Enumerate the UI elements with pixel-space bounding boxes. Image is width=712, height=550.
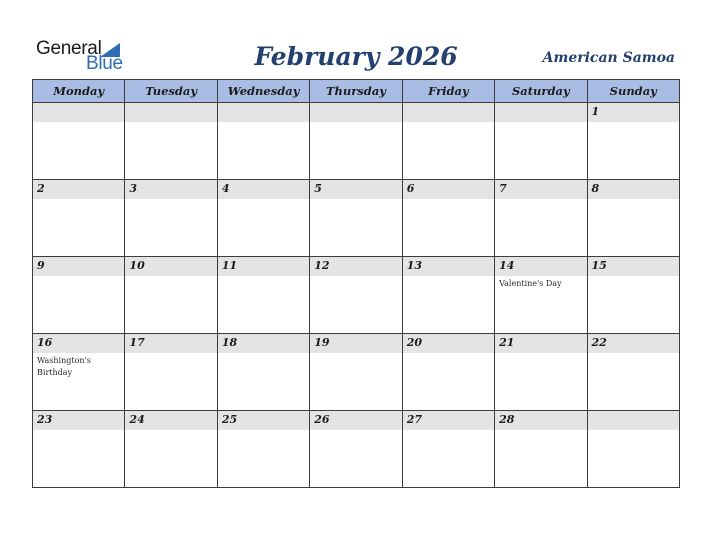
weekday-header-row	[33, 80, 680, 103]
day-cell	[495, 103, 587, 180]
day-cell	[310, 257, 402, 334]
day-number: 2	[37, 182, 45, 195]
logo-word-blue: Blue	[86, 53, 123, 74]
day-cell	[402, 257, 494, 334]
day-cell	[33, 180, 125, 257]
day-number: 16	[37, 336, 53, 349]
day-cell	[125, 180, 217, 257]
day-number-bar	[495, 103, 586, 122]
day-cell	[217, 180, 309, 257]
day-number-bar	[588, 334, 679, 353]
day-cell	[217, 257, 309, 334]
day-cell	[310, 103, 402, 180]
day-cell	[587, 411, 679, 488]
day-cell	[495, 257, 587, 334]
calendar-title: February 2026	[254, 42, 458, 71]
day-number: 10	[129, 259, 145, 272]
day-cell	[310, 411, 402, 488]
day-cell	[33, 411, 125, 488]
day-number-bar	[310, 103, 401, 122]
day-number-bar	[403, 334, 494, 353]
day-number: 7	[499, 182, 507, 195]
day-cell	[495, 411, 587, 488]
day-number-bar	[33, 257, 124, 276]
day-number-bar	[588, 103, 679, 122]
day-cell	[495, 180, 587, 257]
week-row	[33, 180, 680, 257]
day-cell	[587, 257, 679, 334]
day-number-bar	[125, 180, 216, 199]
logo-word-general: General	[36, 38, 102, 59]
day-number: 28	[499, 413, 515, 426]
day-number: 20	[406, 336, 422, 349]
day-cell	[495, 334, 587, 411]
day-number: 26	[314, 413, 330, 426]
day-cell	[402, 180, 494, 257]
day-number: 3	[129, 182, 138, 195]
day-cell	[125, 334, 217, 411]
day-number-bar	[218, 411, 309, 430]
day-number-bar	[588, 411, 679, 430]
day-number-bar	[310, 334, 401, 353]
day-cell	[33, 103, 125, 180]
day-cell	[217, 103, 309, 180]
day-number-bar	[310, 257, 401, 276]
day-number-bar	[33, 334, 124, 353]
day-cell	[125, 411, 217, 488]
day-number-bar	[125, 411, 216, 430]
weekday-header: Friday	[402, 80, 494, 103]
holiday-label: Washington's Birthday	[37, 356, 91, 377]
day-cell	[402, 334, 494, 411]
week-row	[33, 411, 680, 488]
day-cell	[402, 103, 494, 180]
week-row	[33, 103, 680, 180]
day-cell	[587, 334, 679, 411]
day-number-bar	[218, 257, 309, 276]
day-number: 9	[37, 259, 45, 272]
day-number-bar	[33, 411, 124, 430]
day-number: 6	[406, 182, 415, 195]
day-number-bar	[125, 334, 216, 353]
day-number: 23	[37, 413, 53, 426]
day-number: 13	[406, 259, 422, 272]
day-number: 25	[221, 413, 238, 426]
day-number: 22	[591, 336, 607, 349]
week-row	[33, 334, 680, 411]
day-number-bar	[495, 257, 586, 276]
day-cell	[587, 180, 679, 257]
day-number-bar	[310, 411, 401, 430]
day-number: 15	[591, 259, 607, 272]
day-number-bar	[33, 103, 124, 122]
day-cell	[310, 334, 402, 411]
day-cell	[125, 103, 217, 180]
day-number: 27	[406, 413, 422, 426]
day-number: 8	[591, 182, 600, 195]
day-number: 4	[221, 182, 230, 195]
day-number: 21	[499, 336, 515, 349]
day-number: 11	[221, 259, 238, 272]
day-number-bar	[403, 180, 494, 199]
region-name: American Samoa	[542, 50, 675, 66]
weekday-header: Saturday	[495, 80, 587, 103]
day-number: 18	[221, 336, 238, 349]
day-number-bar	[588, 257, 679, 276]
day-number-bar	[218, 180, 309, 199]
weekday-header: Thursday	[310, 80, 402, 103]
weekday-header: Wednesday	[217, 80, 309, 103]
week-row	[33, 257, 680, 334]
day-number-bar	[218, 334, 309, 353]
day-cell	[217, 334, 309, 411]
weekday-header: Monday	[33, 80, 125, 103]
day-number: 14	[499, 259, 515, 272]
day-number-bar	[33, 180, 124, 199]
day-cell	[125, 257, 217, 334]
day-number-bar	[495, 411, 586, 430]
day-cell	[217, 411, 309, 488]
weekday-header: Sunday	[587, 80, 679, 103]
day-number-bar	[218, 103, 309, 122]
day-number-bar	[125, 257, 216, 276]
calendar-grid	[32, 79, 680, 488]
holiday-label: Valentine's Day	[499, 279, 562, 288]
weekday-header: Tuesday	[125, 80, 217, 103]
day-number: 1	[591, 105, 600, 118]
day-number-bar	[495, 180, 586, 199]
day-cell	[33, 334, 125, 411]
day-number: 12	[314, 259, 330, 272]
day-number-bar	[403, 257, 494, 276]
day-number: 5	[314, 182, 322, 195]
day-number-bar	[495, 334, 586, 353]
day-cell	[33, 257, 125, 334]
day-cell	[587, 103, 679, 180]
day-number-bar	[588, 180, 679, 199]
day-number-bar	[403, 103, 494, 122]
day-number-bar	[125, 103, 216, 122]
day-number-bar	[403, 411, 494, 430]
day-number-bar	[310, 180, 401, 199]
day-number: 17	[129, 336, 145, 349]
day-cell	[310, 180, 402, 257]
day-number: 19	[314, 336, 330, 349]
day-cell	[402, 411, 494, 488]
day-number: 24	[129, 413, 145, 426]
